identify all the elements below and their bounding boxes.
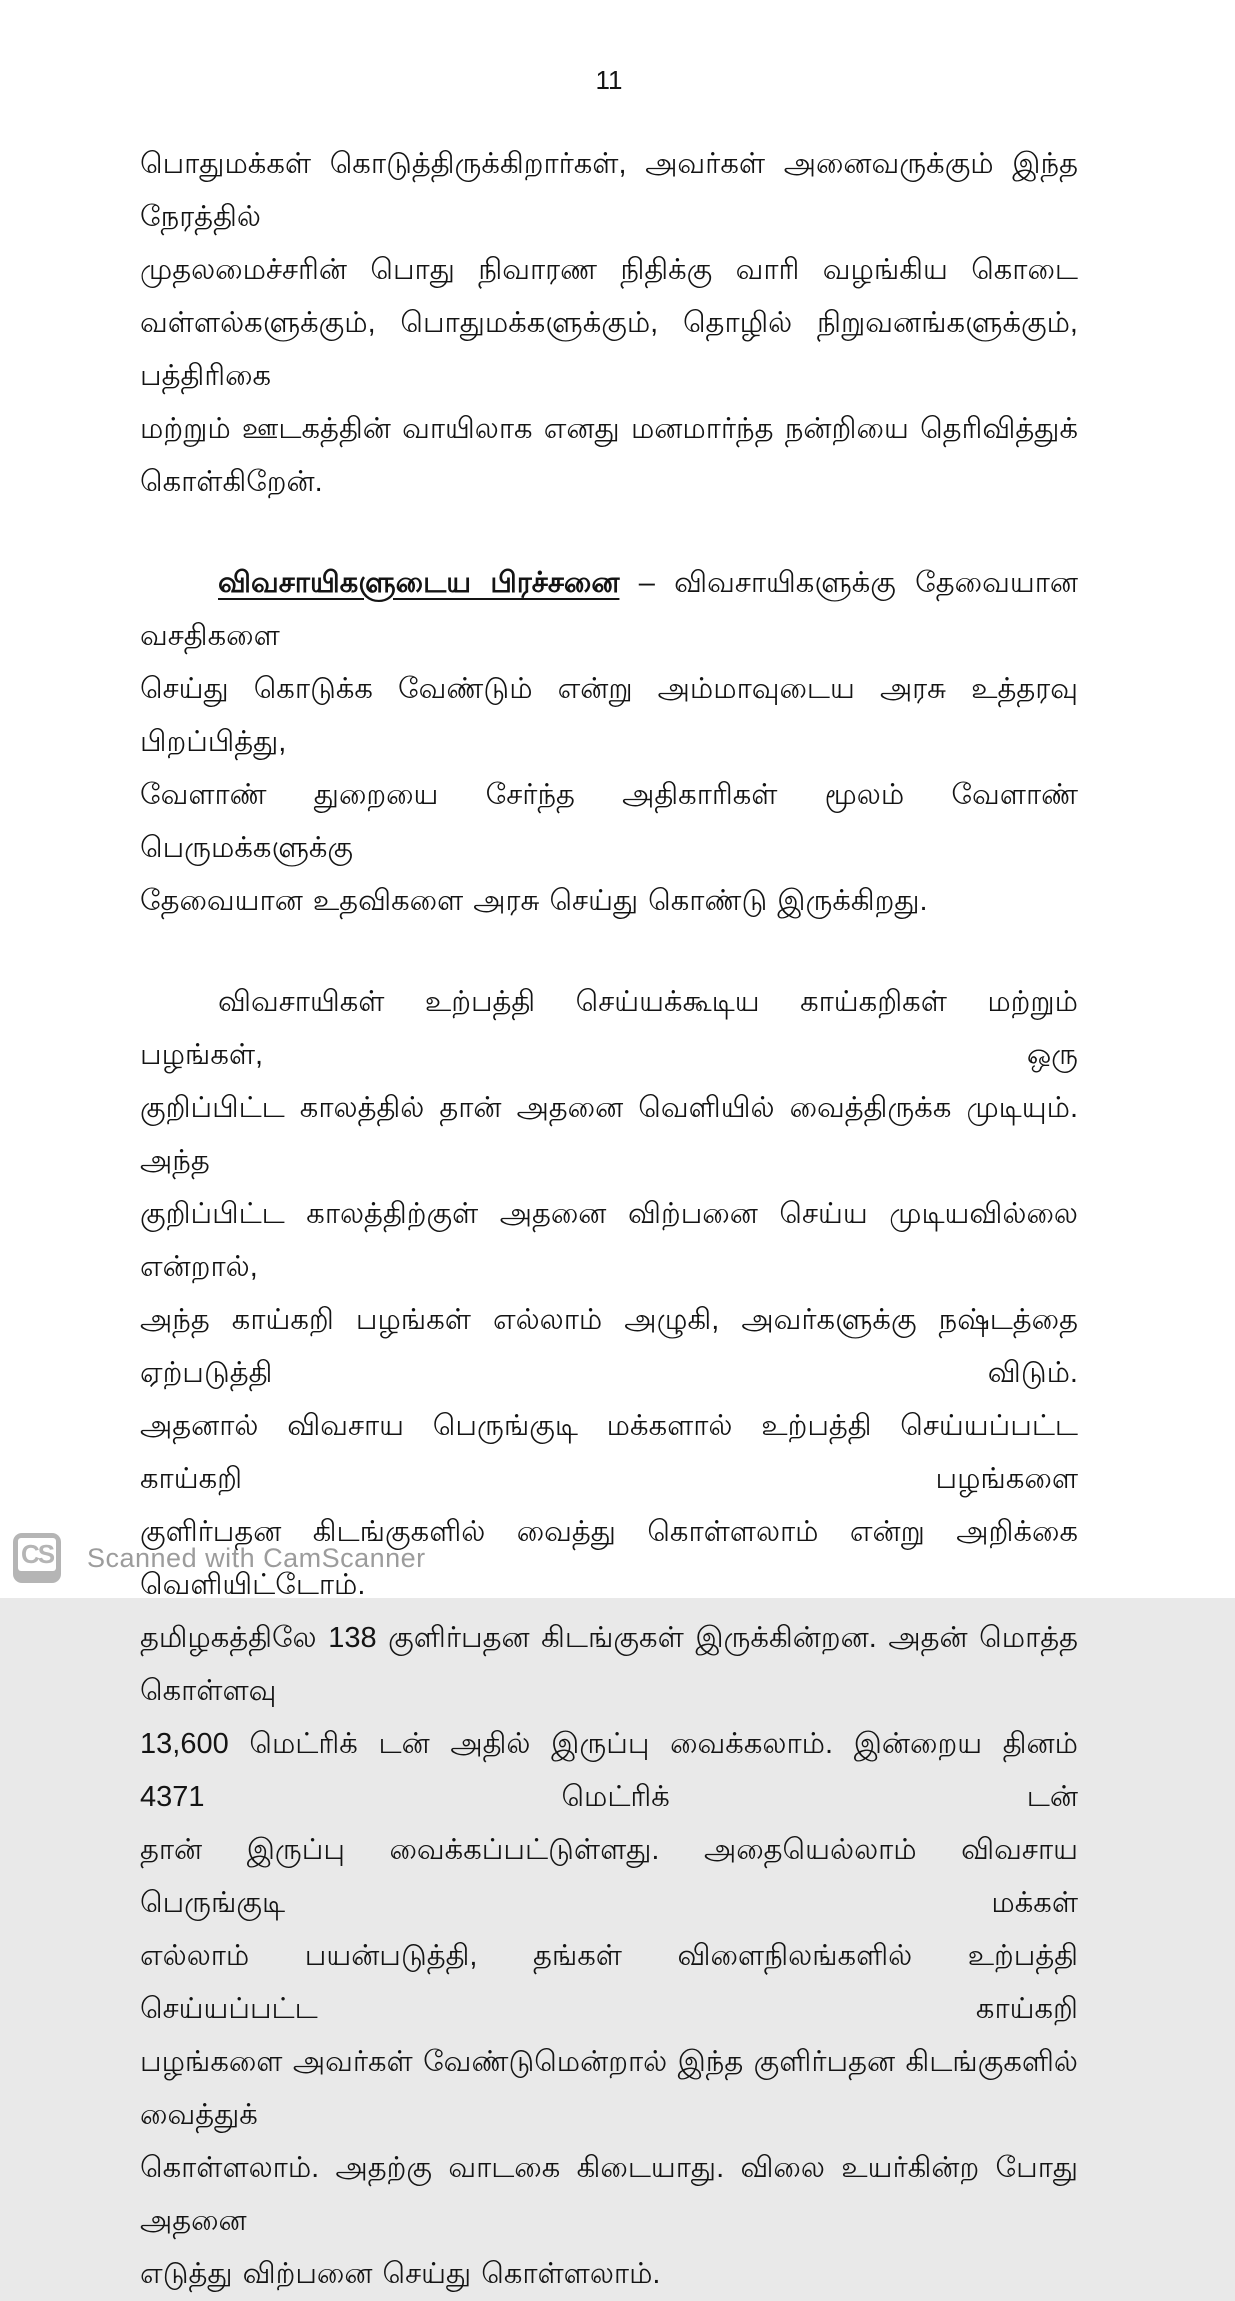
paragraph-3 (140, 976, 1078, 2301)
text-line: எல்லாம் பயன்படுத்தி, தங்கள் விளைநிலங்களில் உற்பத்தி செய்யப்பட்ட காய்கறி (140, 1940, 1078, 2025)
text-line: முதலமைச்சரின் பொது நிவாரண நிதிக்கு வாரி வழங்கிய கொடை (140, 254, 1078, 286)
heading-separator: – (619, 567, 675, 599)
text-line: அதனால் விவசாய பெருங்குடி மக்களால் உற்பத்தி செய்யப்பட்ட காய்கறி பழங்களை (140, 1410, 1078, 1495)
text-line: வேளாண் துறையை சேர்ந்த அதிகாரிகள் மூலம் வேளாண் பெருமக்களுக்கு (140, 779, 1078, 864)
text-line: பழங்களை அவர்கள் வேண்டுமென்றால் இந்த குளிர்பதன கிடங்குகளில் வைத்துக் (140, 2046, 1078, 2131)
text-line: குளிர்பதன கிடங்குகளில் வைத்து கொள்ளலாம் என்று அறிக்கை வெளியிட்டோம். (140, 1516, 1078, 1601)
text-line: செய்து கொடுக்க வேண்டும் என்று அம்மாவுடைய அரசு உத்தரவு பிறப்பித்து, (140, 673, 1078, 758)
text-line: வள்ளல்களுக்கும், பொதுமக்களுக்கும், தொழில் நிறுவனங்களுக்கும், பத்திரிகை (140, 307, 1078, 392)
text-line: கொள்கிறேன். (140, 466, 323, 498)
camscanner-footer (13, 1533, 426, 1583)
camscanner-logo-icon (13, 1533, 61, 1583)
text-line: தான் இருப்பு வைக்கப்பட்டுள்ளது. அதையெல்லாம் விவசாய பெருங்குடி மக்கள் (140, 1834, 1078, 1919)
para2-heading-line (140, 557, 1078, 663)
text-line: மற்றும் ஊடகத்தின் வாயிலாக எனது மனமார்ந்த நன்றியை தெரிவித்துக் (140, 413, 1078, 445)
text-line: அந்த காய்கறி பழங்கள் எல்லாம் அழுகி, அவர்களுக்கு நஷ்டத்தை ஏற்படுத்தி விடும். (140, 1304, 1078, 1389)
camscanner-watermark-text: Scanned with CamScanner (87, 1542, 426, 1573)
paragraph-2 (140, 557, 1078, 928)
text-line: 13,600 மெட்ரிக் டன் அதில் இருப்பு வைக்கலாம். இன்றைய தினம் 4371 மெட்ரிக் டன் (140, 1728, 1078, 1813)
section-heading: விவசாயிகளுடைய பிரச்சனை (218, 567, 620, 599)
paragraph-1 (140, 138, 1078, 509)
document-text-block (140, 64, 1078, 2301)
text-line: தமிழகத்திலே 138 குளிர்பதன கிடங்குகள் இருக்கின்றன. அதன் மொத்த கொள்ளவு (140, 1622, 1078, 1707)
text-line: விவசாயிகள் உற்பத்தி செய்யக்கூடிய காய்கறிகள் மற்றும் பழங்கள், ஒரு (140, 986, 1078, 1071)
camscanner-logo-letters: CS (18, 1538, 56, 1571)
para2-line1-rest: விவசாயிகளுக்கு தேவையான வசதிகளை (140, 567, 1078, 652)
text-line: குறிப்பிட்ட காலத்திற்குள் அதனை விற்பனை செய்ய முடியவில்லை என்றால், (140, 1198, 1078, 1283)
text-line: குறிப்பிட்ட காலத்தில் தான் அதனை வெளியில் வைத்திருக்க முடியும். அந்த (140, 1092, 1078, 1177)
text-line: கொள்ளலாம். அதற்கு வாடகை கிடையாது. விலை உயர்கின்ற போது அதனை (140, 2152, 1078, 2237)
text-line: தேவையான உதவிகளை அரசு செய்து கொண்டு இருக்கிறது. (140, 885, 928, 917)
page-number: 11 (595, 65, 623, 95)
text-line: எடுத்து விற்பனை செய்து கொள்ளலாம். (140, 2258, 661, 2290)
text-line: பொதுமக்கள் கொடுத்திருக்கிறார்கள், அவர்கள் அனைவருக்கும் இந்த நேரத்தில் (140, 148, 1078, 233)
